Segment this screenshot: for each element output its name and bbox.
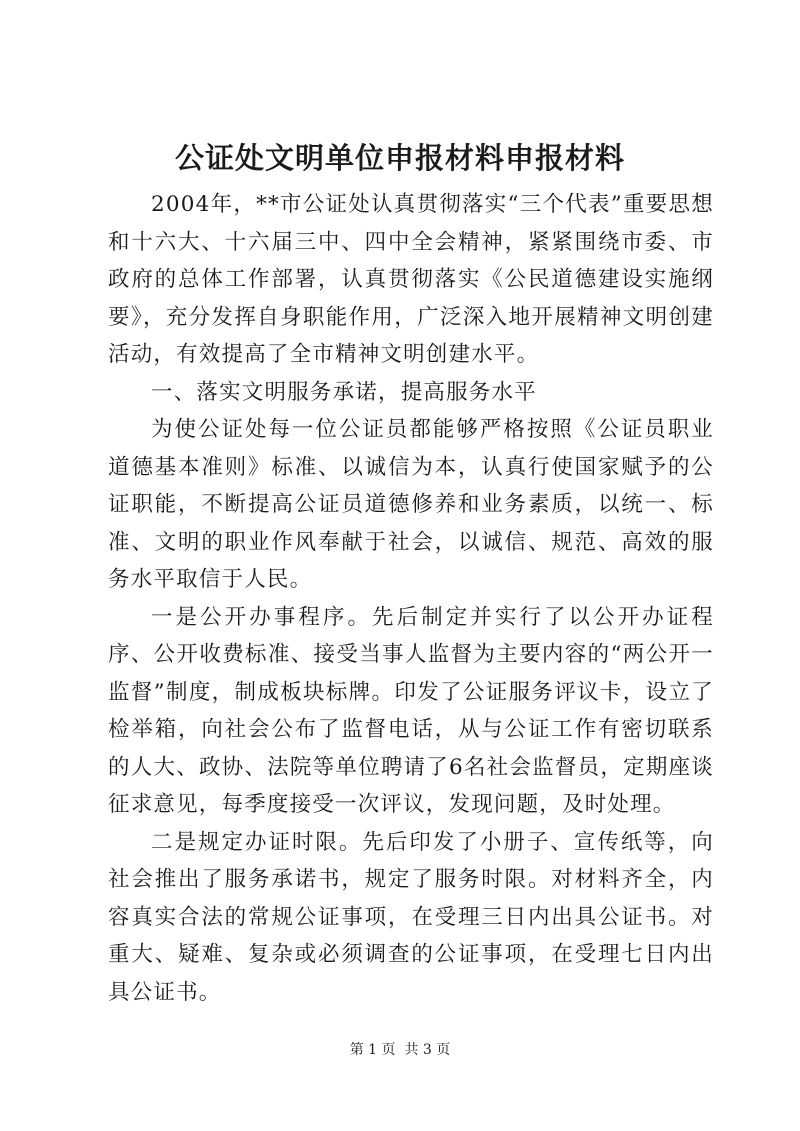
section-paragraph: 为使公证处每一位公证员都能够严格按照《公证员职业道德基本准则》标准、以诚信为本，认真行使国家赋予的公证职能，不断提高公证员道德修养和业务素质，以统一、标准、文明的职业作风奉献于社会，以诚信、规范、高效的服务水平取信于人民。 — [108, 417, 714, 592]
page-number: 第 1 页 共 3 页 — [349, 1042, 451, 1058]
time-limit-paragraph: 二是规定办证时限。先后印发了小册子、宣传纸等，向社会推出了服务承诺书，规定了服务时限。对材料齐全，内容真实合法的常规公证事项，在受理三日内出具公证书。对重大、疑难、复杂或必须调查的公证事项，在受理七日内出具公证书。 — [108, 829, 714, 1005]
section-heading: 一、落实文明服务承诺，提高服务水平 — [151, 379, 537, 405]
intro-paragraph: 2004年，**市公证处认真贯彻落实“三个代表”重要思想和十六大、十六届三中、四中全会精神，紧紧围绕市委、市政府的总体工作部署，认真贯彻落实《公民道德建设实施纲要》，充分发挥自身职能作用，广泛深入地开展精神文明创建活动，有效提高了全市精神文明创建水平。 — [108, 192, 714, 367]
document-body — [108, 186, 714, 1011]
procedure-paragraph: 一是公开办事程序。先后制定并实行了以公开办证程序、公开收费标准、接受当事人监督为主要内容的“两公开一监督”制度，制成板块标牌。印发了公证服务评议卡，设立了检举箱，向社会公布了监督电话，从与公证工作有密切联系的人大、政协、法院等单位聘请了6名社会监督员，定期座谈征求意见，每季度接受一次评议，发现问题，及时处理。 — [108, 604, 714, 817]
document-title: 公证处文明单位申报材料申报材料 — [174, 141, 625, 175]
